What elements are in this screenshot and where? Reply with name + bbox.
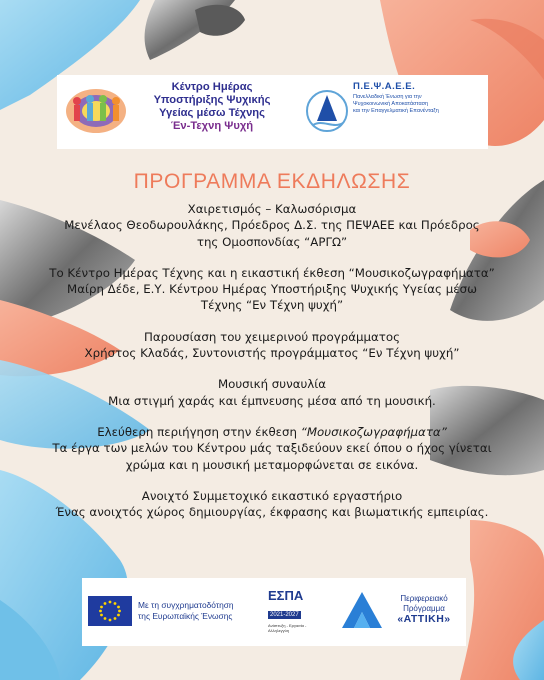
attiki-line-2: Πρόγραμμα	[403, 604, 445, 613]
section-line: Τέχνης “Εν Τέχνη ψυχή”	[200, 298, 344, 313]
section-line: χρώμα και η μουσική μεταμορφώνεται σε εικόνα.	[125, 457, 419, 472]
pepsaee-text	[353, 81, 483, 115]
section-line: Μαίρη Δέδε, Ε.Υ. Κέντρου Ημέρας Υποστήριξης Ψυχικής Υγείας μέσω	[67, 282, 477, 297]
logo-left-line-4: Έν-Τεχνη Ψυχή	[170, 120, 254, 132]
section-heading: Παρουσίαση του χειμερινού προγράμματος	[143, 329, 401, 344]
attiki-line-1: Περιφερειακό	[400, 594, 448, 603]
attiki-text	[384, 594, 464, 624]
program-section-workshop	[0, 488, 544, 521]
section-line: Χρήστος Κλαδάς, Συντονιστής προγράμματος “Εν Τέχνη ψυχή”	[84, 346, 460, 361]
program-section-concert	[0, 376, 544, 409]
espa-logo	[268, 588, 324, 636]
pepsaee-sub-2: Ψυχοκοινωνική Αποκατάσταση	[353, 101, 429, 107]
program-title: ΠΡΟΓΡΑΜΜΑ ΕΚΔΗΛΩΣΗΣ	[133, 170, 411, 193]
logo-left-text	[127, 81, 297, 133]
program-section-welcome	[0, 201, 544, 250]
logo-left-line-1: Κέντρο Ημέρας	[171, 81, 253, 93]
logo-left-line-3: Υγείας μέσω Τέχνης	[159, 107, 265, 119]
section-line: Μενέλαος Θεοδωρουλάκης, Πρόεδρος Δ.Σ. της ΠΕΨΑΕΕ και Πρόεδρος	[64, 218, 480, 233]
espa-title: ΕΣΠΑ	[268, 588, 304, 603]
program-section-exhibition	[0, 265, 544, 314]
eu-text-line-1: Με τη συγχρηματοδότηση	[138, 600, 234, 610]
footer-funding-logos	[82, 578, 466, 646]
attiki-logo-icon	[340, 590, 384, 630]
eu-cofunding-text	[138, 600, 258, 622]
section-heading-text: Ελεύθερη περιήγηση στην έκθεση	[97, 424, 301, 439]
attiki-name: «ΑΤΤΙΚΗ»	[397, 613, 451, 625]
program-content	[0, 201, 544, 535]
program-section-winter-program	[0, 329, 544, 362]
en-tehni-psyhi-logo-icon	[65, 87, 127, 137]
logo-left-line-2: Υποστήριξης Ψυχικής	[153, 94, 271, 106]
espa-years: 2021-2027	[270, 612, 299, 618]
section-line: της Ομοσπονδίας “ΑΡΓΩ”	[196, 234, 348, 249]
pepsaee-logo-icon	[305, 85, 349, 137]
section-heading: Χαιρετισμός – Καλωσόρισμα	[187, 202, 357, 216]
section-line: Μια στιγμή χαράς και έμπνευσης μέσα από τη μουσική.	[108, 393, 436, 408]
section-heading	[0, 424, 544, 440]
header-logos	[57, 75, 488, 149]
pepsaee-title: Π.Ε.Ψ.Α.Ε.Ε.	[353, 81, 416, 92]
eu-flag-icon	[88, 596, 132, 626]
eu-text-line-2: της Ευρωπαϊκής Ένωσης	[138, 611, 233, 621]
program-section-tour	[0, 424, 544, 473]
section-heading: Μουσική συναυλία	[217, 377, 327, 392]
section-heading: Ανοιχτό Συμμετοχικό εικαστικό εργαστήριο	[141, 488, 403, 503]
section-line: Τα έργα των μελών του Κέντρου μάς ταξιδεύουν εκεί όπου ο ήχος γίνεται	[52, 441, 492, 456]
section-heading: Το Κέντρο Ημέρας Τέχνης και η εικαστική έκθεση “Μουσικοζωγραφήματα”	[49, 265, 495, 280]
pepsaee-sub-3: και την Επαγγελματική Επανένταξη	[353, 108, 439, 114]
espa-subtitle: Ανάπτυξη - Εργασία - Αλληλεγγύη	[268, 623, 307, 633]
section-heading-italic: “Μουσικοζωγραφήματα”	[300, 424, 447, 439]
pepsaee-sub-1: Πανελλαδική Ένωση για την	[353, 94, 422, 100]
section-line: Ένας ανοιχτός χώρος δημιουργίας, έκφρασης και βιωματικής εμπειρίας.	[55, 505, 489, 520]
